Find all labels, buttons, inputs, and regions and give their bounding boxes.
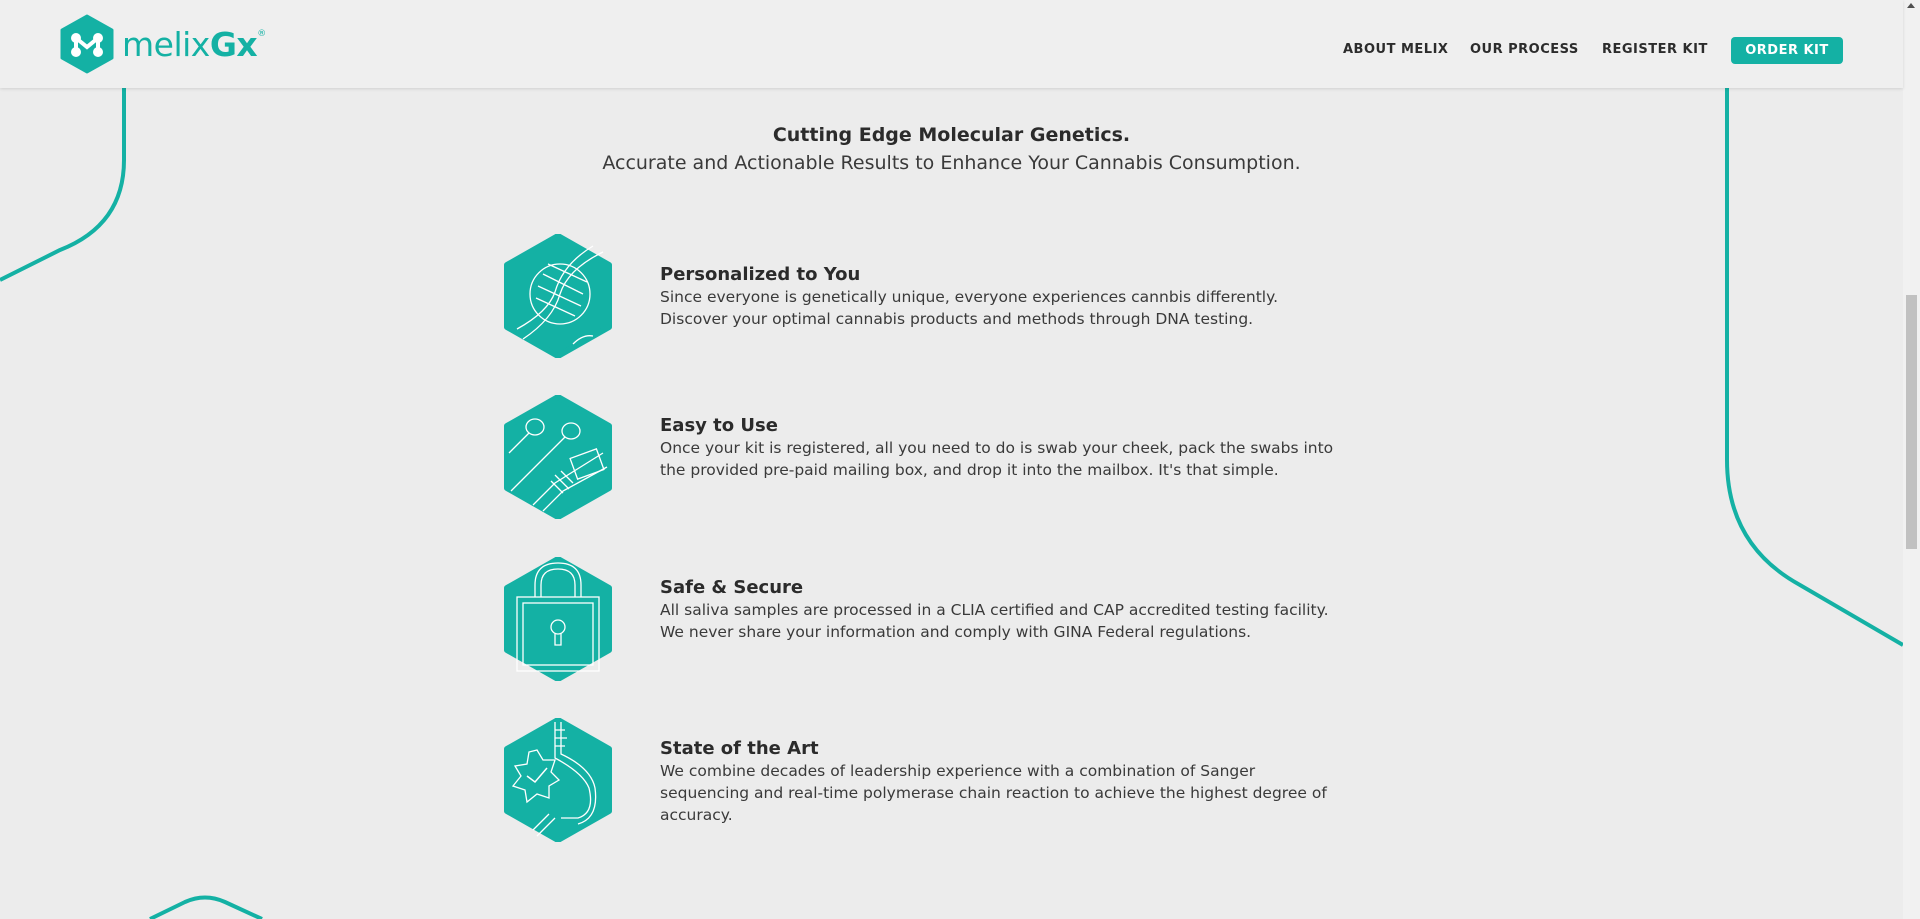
feature-title: Easy to Use (660, 415, 778, 436)
site-header (0, 0, 1903, 88)
feature-text (660, 577, 1340, 643)
swab-icon (503, 395, 613, 519)
nav-our-process[interactable]: OUR PROCESS (1470, 42, 1579, 57)
page-scrollbar[interactable] (1903, 0, 1920, 919)
feature-text (660, 415, 1340, 481)
logo-hexagon-icon (58, 14, 116, 74)
feature-title: Safe & Secure (660, 577, 804, 598)
dna-icon (503, 234, 613, 358)
feature-description: All saliva samples are processed in a CLIA certified and CAP accredited testing facility. We never share your information and comply with GINA Federal regulations. (660, 601, 1329, 641)
nav-register-kit[interactable]: REGISTER KIT (1602, 42, 1708, 57)
intro-heading (0, 124, 1903, 174)
feature-title: Personalized to You (660, 264, 861, 285)
feature-text (660, 738, 1340, 826)
order-kit-button[interactable]: ORDER KIT (1731, 37, 1843, 64)
feature-description: We combine decades of leadership experience with a combination of Sanger sequencing and real-time polymerase chain reaction to achieve the highest degree of accuracy. (660, 762, 1327, 824)
feature-title: State of the Art (660, 738, 819, 759)
brand-logo[interactable] (58, 14, 266, 74)
intro-title: Cutting Edge Molecular Genetics. (772, 124, 1131, 146)
intro-subtitle: Accurate and Actionable Results to Enhance Your Cannabis Consumption. (602, 152, 1301, 174)
nav-about-melix[interactable]: ABOUT MELIX (1343, 42, 1449, 57)
lock-icon (503, 557, 613, 681)
lab-badge-icon (503, 718, 613, 842)
feature-description: Once your kit is registered, all you need to do is swab your cheek, pack the swabs into the provided pre-paid mailing box, and drop it into the mailbox. It's that simple. (660, 439, 1334, 479)
registered-mark: ® (257, 28, 266, 39)
scroll-up-icon[interactable] (1907, 3, 1915, 8)
brand-name-bold: Gx (209, 24, 258, 64)
feature-description: Since everyone is genetically unique, everyone experiences cannbis differently. Discover your optimal cannabis products and methods through DNA testing. (660, 288, 1278, 328)
brand-name-thin: melix (122, 24, 210, 64)
feature-text (660, 264, 1340, 330)
scrollbar-thumb[interactable] (1906, 295, 1917, 549)
brand-wordmark (122, 24, 266, 64)
